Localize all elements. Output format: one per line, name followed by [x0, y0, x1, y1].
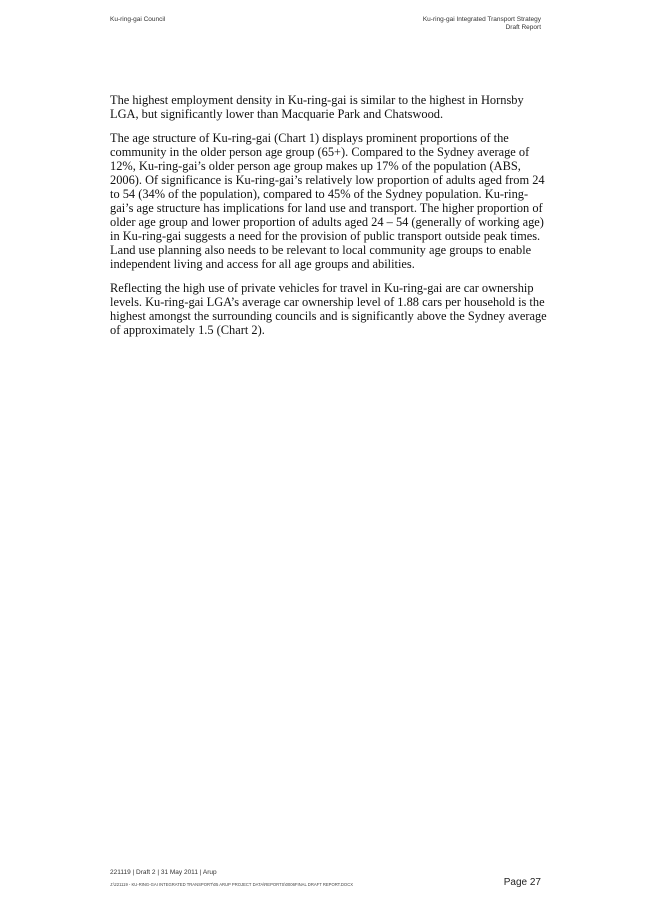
page-number: Page 27: [503, 877, 541, 888]
document-body: [110, 93, 550, 347]
header-strategy-title: Ku-ring-gai Integrated Transport Strategy: [422, 16, 541, 23]
footer-file-path: J:\221119 - KU-RING-GAI INTEGRATED TRANSPORT\05 ARUP PROJECT DATA\REPORTS\0006FINAL DRAFT REPORT.DOCX: [110, 882, 354, 887]
footer-document-info: 221119 | Draft 2 | 31 May 2011 | Arup: [110, 869, 217, 876]
header-council-name: Ku-ring-gai Council: [110, 16, 166, 23]
paragraph-employment-density: The highest employment density in Ku-ring-gai is similar to the highest in Hornsby LGA, but significantly lower than Macquarie Park and Chatswood.: [110, 93, 524, 121]
header-document-title: [423, 16, 541, 32]
paragraph-age-structure: The age structure of Ku-ring-gai (Chart 1) displays prominent proportions of the community in the older person age group (65+). Compared to the Sydney average of 12%, Ku-ring-gai’s older person age group makes up 17% of the population (ABS, 2006). Of significance is Ku-ring-gai’s relatively low proportion of adults aged from 24 to 54 (34% of the population), compared to 45% of the Sydney population. Ku-ring-gai’s age structure has implications for land use and transport. The higher proportion of older age group and lower proportion of adults aged 24 – 54 (generally of working age) in Ku-ring-gai suggests a need for the provision of public transport outside peak times. Land use planning also needs to be relevant to local community age groups to enable independent living and access for all age groups and abilities.: [110, 131, 545, 271]
header-report-status: Draft Report: [505, 24, 541, 31]
paragraph-car-ownership: Reflecting the high use of private vehicles for travel in Ku-ring-gai are car ownership levels. Ku-ring-gai LGA’s average car ownership level of 1.88 cars per household is the highest amongst the surrounding councils and is significantly above the Sydney average of approximately 1.5 (Chart 2).: [110, 281, 547, 337]
